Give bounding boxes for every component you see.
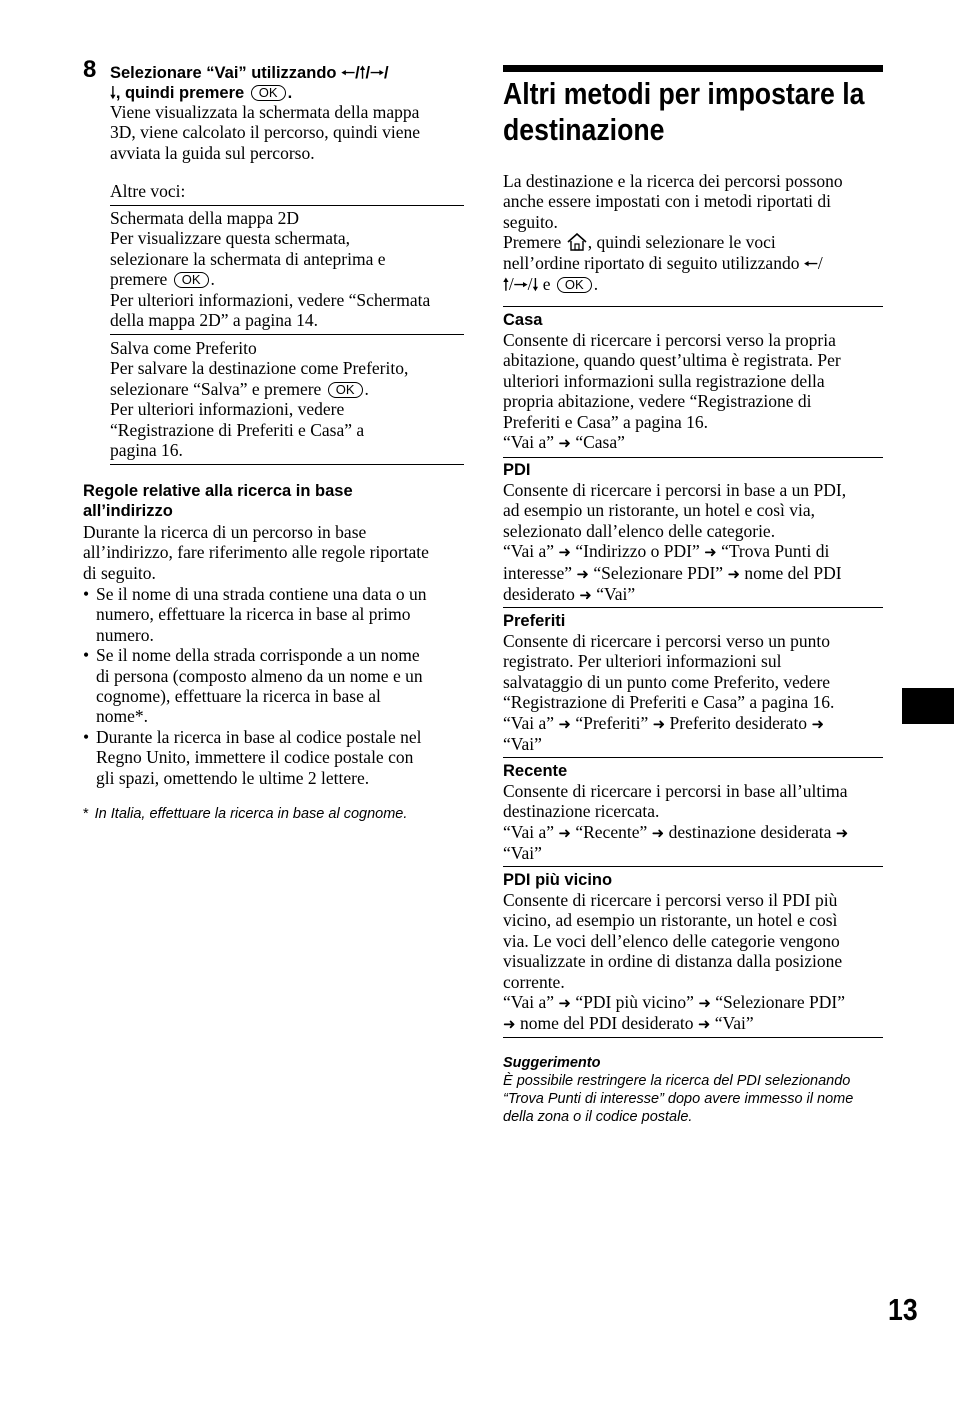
section-rule [503,1037,883,1038]
title-bar [503,65,883,72]
section-title: PDI [503,461,531,479]
section-title: Preferiti [503,612,566,630]
menu-path [503,432,841,453]
press-and: e [542,274,551,295]
section-line: destinazione ricercata. [503,801,660,822]
path-step: Preferito desiderato [669,712,808,733]
ok-button-icon: OK [251,85,286,101]
arrow-right-icon: ➜ [558,434,571,453]
section-line: Consente di ricercare i percorsi verso un punto [503,631,831,651]
step-title-line2: 🠓, quindi premere OK . [110,83,293,102]
path-step: nome del PDI desiderato [519,1013,694,1034]
arrow-right-icon: ➜ [704,543,717,562]
home-icon [566,233,588,251]
footnote-mark: * [83,806,89,822]
section-line: vicino, ad esempio un ristorante, un hotel e così [503,910,838,931]
arrow-right-icon: 🠒 [513,275,528,295]
rules-bullet-list [83,584,473,788]
ok-button-icon: OK [557,277,592,293]
arrow-right-icon: ➜ [651,823,665,842]
other-items-label: Altre voci: [110,181,186,201]
arrow-right-icon: ➜ [579,586,592,605]
rules-heading-line: Regole relative alla ricerca in base [83,482,353,500]
bullet-line: Durante la ricerca in base al codice postale nel [96,726,422,747]
bullet-line: numero, effettuare la ricerca in base al primo [96,604,411,625]
option-line: Per salvare la destinazione come Preferito, [110,358,409,379]
menu-path [503,563,846,584]
page-number: 13 [888,1292,918,1327]
section-line: abitazione, quando quest’ultima è registrata. Per [503,350,841,371]
rules-heading [83,481,353,521]
step-body-line: avviata la guida sul percorso. [110,142,315,163]
arrow-right-icon: ➜ [652,714,666,733]
arrow-right-icon: ➜ [558,994,571,1013]
section-rule [503,457,883,458]
press-line2: nell’ordine riportato di seguito utilizzando [503,252,800,273]
section-rule [503,757,883,758]
path-step: “Vai” [596,584,636,605]
section-casa [503,310,841,453]
section-title: PDI più vicino [503,871,613,889]
page-title-line: destinazione [503,112,665,147]
path-step: “Vai” [503,734,542,755]
section-title: Recente [503,762,568,780]
list-item [83,645,473,727]
option-line: della mappa 2D” a pagina 14. [110,310,318,331]
intro-line: 🠑/🠒/🠓 e OK . [503,274,599,295]
menu-path [503,843,848,863]
arrow-left-icon: 🠐 [803,253,818,273]
tip-block [503,1054,853,1126]
section-line: Preferiti e Casa” a pagina 16. [503,411,709,432]
ok-button-icon: OK [174,272,209,288]
bullet-line: gli spazi, omettendo le ultime 2 lettere. [96,767,370,788]
arrow-right-icon: ➜ [576,564,589,583]
section-preferiti [503,611,834,754]
menu-path [503,822,848,843]
bullet-icon: • [83,726,90,747]
option-map-2d [110,208,430,330]
path-step: desiderato [503,584,575,605]
path-step: “Selezionare PDI” [593,562,724,583]
step-body-line: Viene visualizzata la schermata della mappa [110,102,420,122]
arrow-left-icon: 🠐 [341,63,356,82]
section-line: visualizzate in ordine di distanza dalla posizione [503,951,843,972]
bullet-line: Se il nome di una strada contiene una data o un [96,584,427,604]
option-line: Per ulteriori informazioni, vedere [110,399,345,420]
path-step: “Casa” [575,432,625,453]
intro-line: anche essere impostati con i metodi riportati di [503,191,832,212]
footnote [83,806,407,822]
bullet-line: cognome), effettuare la ricerca in base al [96,686,381,707]
path-step: “Vai a” [503,712,555,733]
section-line: registrato. Per ulteriori informazioni sul [503,651,782,672]
table-rule [110,334,464,335]
menu-path [503,541,846,562]
section-pdi [503,460,846,605]
page-title [503,76,864,148]
path-step: “Vai” [714,1013,754,1034]
arrow-right-icon: ➜ [558,543,571,562]
step-title-suffix: , quindi premere [115,84,245,102]
menu-path [503,713,834,734]
tip-line: È possibile restringere la ricerca del PDI selezionando [503,1073,851,1089]
section-line: salvataggio di un punto come Preferito, vedere [503,671,831,692]
section-line: “Registrazione di Preferiti e Casa” a pagina 16. [503,692,835,713]
menu-path [503,734,834,754]
arrow-right-icon: ➜ [698,994,711,1013]
intro-line: La destinazione e la ricerca dei percorsi possono [503,171,843,191]
menu-path [503,1013,845,1034]
section-line: Consente di ricercare i percorsi in base all’ultima [503,781,848,801]
path-step: “PDI più vicino” [575,992,694,1013]
option-title: Salva come Preferito [110,338,257,358]
rules-intro-line: di seguito. [83,562,156,583]
section-recente [503,761,848,864]
section-line: Consente di ricercare i percorsi verso la propria [503,330,836,350]
tip-line: “Trova Punti di interesse” dopo avere immesso il nome [503,1091,854,1107]
rules-intro [83,522,429,583]
path-step: “Vai a” [503,432,555,453]
arrow-right-icon: 🠒 [370,63,385,82]
step-body [110,102,420,163]
menu-path [503,992,845,1013]
option-text: premere [110,269,168,290]
path-step: destinazione desiderata [668,821,832,842]
option-title: Schermata della mappa 2D [110,208,300,228]
bullet-line: nome*. [96,706,149,727]
path-step: “Vai a” [503,821,555,842]
menu-path [503,584,846,605]
option-line: “Registrazione di Preferiti e Casa” a [110,419,365,440]
path-step: “Vai a” [503,541,555,562]
arrow-right-icon: ➜ [697,1015,711,1034]
path-step: “Indirizzo o PDI” [575,541,700,562]
arrow-right-icon: ➜ [558,823,571,842]
option-text: selezionare “Salva” e premere [110,378,322,399]
bullet-icon: • [83,584,90,604]
section-line: via. Le voci dell’elenco delle categorie vengono [503,930,840,951]
ok-button-icon: OK [328,382,363,398]
step-body-line: 3D, viene calcolato il percorso, quindi viene [110,122,421,143]
section-line: corrente. [503,971,565,992]
rules-heading-line: all’indirizzo [83,502,173,520]
arrow-right-icon: ➜ [558,714,571,733]
option-line: premere OK . [110,269,215,290]
tip-title: Suggerimento [503,1055,601,1071]
arrow-down-icon: 🠓 [110,83,116,102]
arrow-up-icon: 🠑 [359,63,366,82]
arrow-right-icon: ➜ [503,1015,516,1034]
press-text-b: , quindi selezionare le voci [587,232,776,253]
path-step: interesse” [503,562,572,583]
section-line: propria abitazione, vedere “Registrazione di [503,391,812,412]
path-step: “Selezionare PDI” [715,992,845,1013]
section-rule [503,866,883,867]
list-item [83,727,473,788]
path-step: “Trova Punti di [721,541,830,562]
bullet-line: numero. [96,624,154,645]
path-step: nome del PDI [744,562,842,583]
bullet-line: di persona (composto almeno da un nome e un [96,665,423,686]
arrow-right-icon: ➜ [835,823,849,842]
table-rule [110,464,464,465]
tip-line: della zona o il codice postale. [503,1109,693,1125]
option-line: Per ulteriori informazioni, vedere “Schermata [110,289,431,310]
page-title-line: Altri metodi per impostare la [503,76,865,111]
bullet-line: Regno Unito, immettere il codice postale con [96,747,414,768]
section-title: Casa [503,311,543,329]
section-line: Consente di ricercare i percorsi in base a un PDI, [503,480,847,500]
rules-intro-line: all’indirizzo, fare riferimento alle regole riportate [83,542,429,563]
intro-line: nell’ordine riportato di seguito utilizzando 🠐/ [503,252,823,273]
arrow-right-icon: ➜ [811,714,825,733]
side-tab-marker [902,688,954,724]
section-rule [503,607,883,608]
section-line: ad esempio un ristorante, un hotel e così via, [503,500,816,521]
step-number: 8 [83,56,97,83]
option-save-favorite [110,338,408,460]
section-line: selezionato dall’elenco delle categorie. [503,520,776,541]
option-line: pagina 16. [110,440,183,461]
table-rule [110,205,464,206]
section-rule [503,306,883,307]
option-line: selezionare la schermata di anteprima e [110,248,386,269]
path-step: “Recente” [575,821,648,842]
path-step: “Vai a” [503,992,555,1013]
intro-line: seguito. [503,211,558,232]
bullet-icon: • [83,645,90,666]
option-line: selezionare “Salva” e premere OK . [110,378,369,399]
footnote-text: In Italia, effettuare la ricerca in base al cognome. [94,806,408,822]
path-step: “Vai” [503,843,542,864]
section-pdi-vicino [503,870,845,1035]
path-step: “Preferiti” [575,712,649,733]
section-line: Consente di ricercare i percorsi verso il PDI più [503,890,838,910]
bullet-line: Se il nome della strada corrisponde a un nome [96,645,420,666]
section-line: ulteriori informazioni sulla registrazione della [503,370,825,391]
arrow-up-icon: 🠑 [503,275,509,295]
intro-line [503,232,843,252]
arrow-right-icon: ➜ [727,564,741,583]
list-item [83,584,473,645]
arrow-down-icon: 🠓 [532,275,539,295]
option-line: Per visualizzare questa schermata, [110,228,351,249]
rules-intro-line: Durante la ricerca di un percorso in base [83,522,367,542]
step-title-line1: Selezionare “Vai” utilizzando 🠐/🠑/🠒/ [110,63,389,82]
right-intro [503,171,843,295]
step-title-text: Selezionare “Vai” utilizzando [110,64,337,82]
press-text: Premere [503,232,562,253]
